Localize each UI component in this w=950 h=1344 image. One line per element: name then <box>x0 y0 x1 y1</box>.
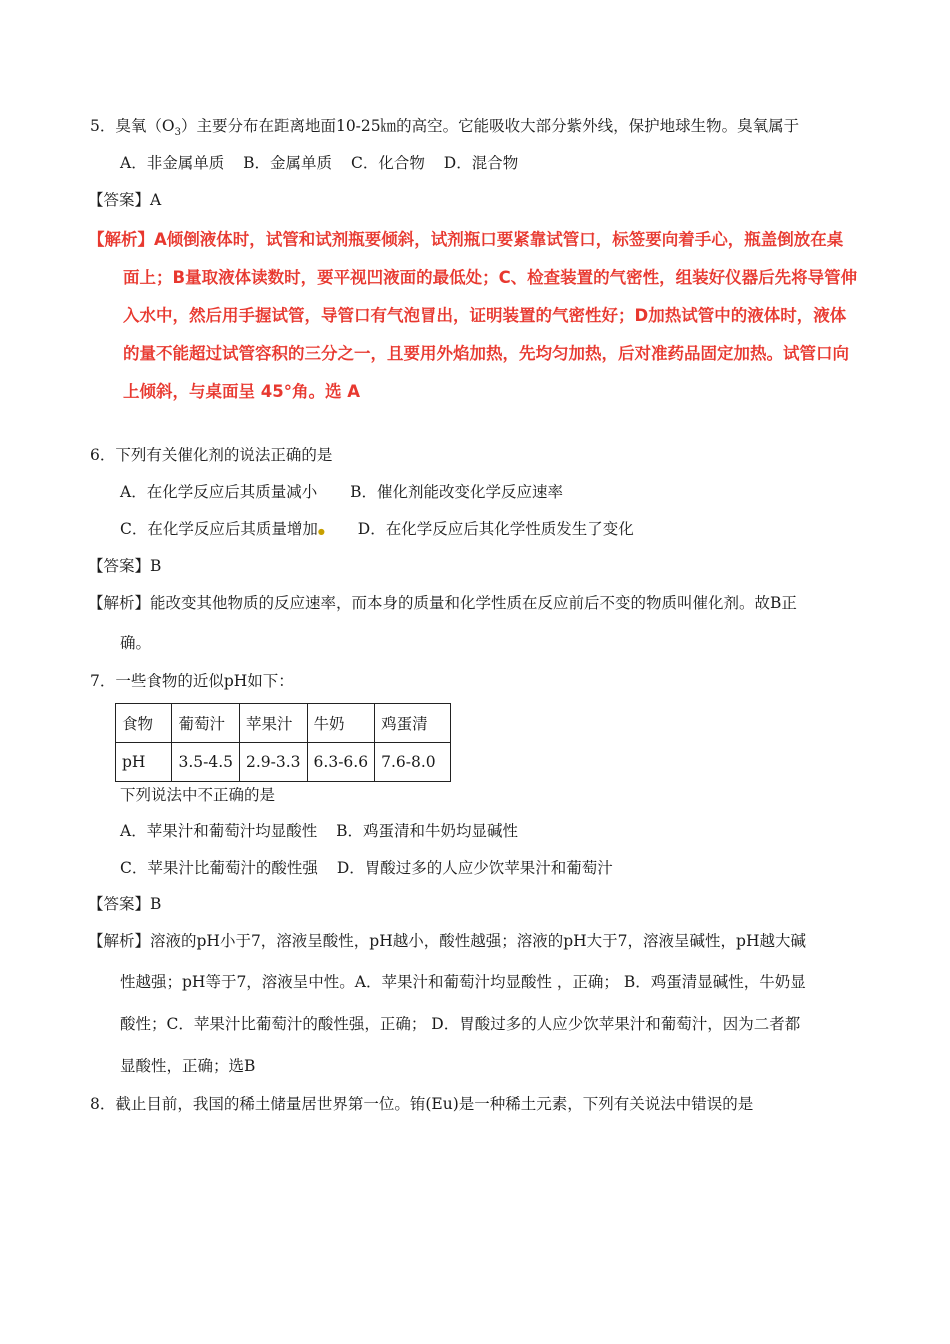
q7-analysis-line-3: 酸性；C．苹果汁比葡萄汁的酸性强，正确； D．胃酸过多的人应少饮苹果汁和葡萄汁，因为二者都 <box>120 1015 801 1033</box>
q7-answer: 【答案】B <box>88 895 162 913</box>
ph-table <box>115 703 451 782</box>
table-header-cell: 苹果汁 <box>240 704 308 743</box>
q6-analysis-line-2: 确。 <box>120 634 152 652</box>
table-cell: 2.9-3.3 <box>240 743 308 782</box>
table-row <box>116 743 451 782</box>
q6-option-b: B．催化剂能改变化学反应速率 <box>350 483 564 501</box>
table-header-cell: 牛奶 <box>307 704 375 743</box>
q5-stem: 5．臭氧$(O_3)$主要分布在距离地面10-25㎞的高空。它能吸收大部分紫外线，保护地球生物。臭氧属于 <box>90 117 800 139</box>
table-header-cell: 鸡蛋清 <box>375 704 451 743</box>
q7-analysis-line-1: 【解析】溶液的pH小于7，溶液呈酸性，pH越小，酸性越强；溶液的pH大于7，溶液呈碱性，pH越大碱 <box>88 932 806 950</box>
table-header-cell: 食物 <box>116 704 172 743</box>
q7-stem: 7．一些食物的近似pH如下： <box>90 672 294 690</box>
q7-option-a: A．苹果汁和葡萄汁均显酸性 <box>120 822 318 840</box>
q5-analysis-line-5: 上倾斜，与桌面呈 45°角。选 A <box>123 382 360 401</box>
table-cell: pH <box>116 743 172 782</box>
q6-option-a: A．在化学反应后其质量减小 <box>120 483 318 501</box>
q6-option-d: D．在化学反应后其化学性质发生了变化 <box>357 520 634 538</box>
q6-options-row-1 <box>120 481 563 503</box>
q6-option-c: C．在化学反应后其质量增加 <box>120 520 318 538</box>
q5-option-c: C．化合物 <box>350 154 425 172</box>
table-cell: 7.6-8.0 <box>375 743 451 782</box>
q7-analysis-line-2: 性越强；pH等于7，溶液呈中性。A．苹果汁和葡萄汁均显酸性 ，正确； B．鸡蛋清显碱性，牛奶显 <box>120 973 806 991</box>
q5-answer: 【答案】A <box>88 191 162 209</box>
q7-options-row-2 <box>120 857 613 879</box>
q5-options <box>120 152 518 174</box>
q5-analysis-line-3: 入水中，然后用手握试管，导管口有气泡冒出，证明装置的气密性好；D加热试管中的液体时，液体 <box>123 306 847 325</box>
q6-options-row-2: C．在化学反应后其质量增加● D．在化学反应后其化学性质发生了变化 <box>120 520 634 538</box>
q6-analysis-line-1: 【解析】能改变其他物质的反应速率，而本身的质量和化学性质在反应前后不变的物质叫催化剂。故B正 <box>88 594 797 612</box>
table-cell: 3.5-4.5 <box>172 743 240 782</box>
q5-analysis-line-1: 【解析】A倾倒液体时，试管和试剂瓶要倾斜，试剂瓶口要紧靠试管口，标签要向着手心，瓶盖倒放在桌 <box>88 230 844 249</box>
q7-option-c: C．苹果汁比葡萄汁的酸性强 <box>120 859 318 877</box>
q7-option-d: D．胃酸过多的人应少饮苹果汁和葡萄汁 <box>336 859 613 877</box>
q7-option-b: B．鸡蛋清和牛奶均显碱性 <box>336 822 519 840</box>
q6-stem: 6．下列有关催化剂的说法正确的是 <box>90 446 333 464</box>
q5-option-d: D．混合物 <box>443 154 519 172</box>
table-header-cell: 葡萄汁 <box>172 704 240 743</box>
q8-stem: 8．截止目前，我国的稀土储量居世界第一位。铕(Eu)是一种稀土元素，下列有关说法中错误的是 <box>90 1095 754 1113</box>
q7-sub-stem: 下列说法中不正确的是 <box>120 786 276 804</box>
q7-analysis-line-4: 显酸性，正确；选B <box>120 1057 256 1075</box>
table-cell: 6.3-6.6 <box>307 743 375 782</box>
table-row <box>116 704 451 743</box>
q5-option-a: A．非金属单质 <box>120 154 225 172</box>
q5-analysis-line-2: 面上；B量取液体读数时，要平视凹液面的最低处；C、检查装置的气密性，组装好仪器后先将导管伸 <box>123 268 858 287</box>
q5-option-b: B．金属单质 <box>243 154 333 172</box>
q7-options-row-1 <box>120 820 518 842</box>
q6-answer: 【答案】B <box>88 557 162 575</box>
q5-analysis-line-4: 的量不能超过试管容积的三分之一，且要用外焰加热，先均匀加热，后对准药品固定加热。试管口向 <box>123 344 849 363</box>
